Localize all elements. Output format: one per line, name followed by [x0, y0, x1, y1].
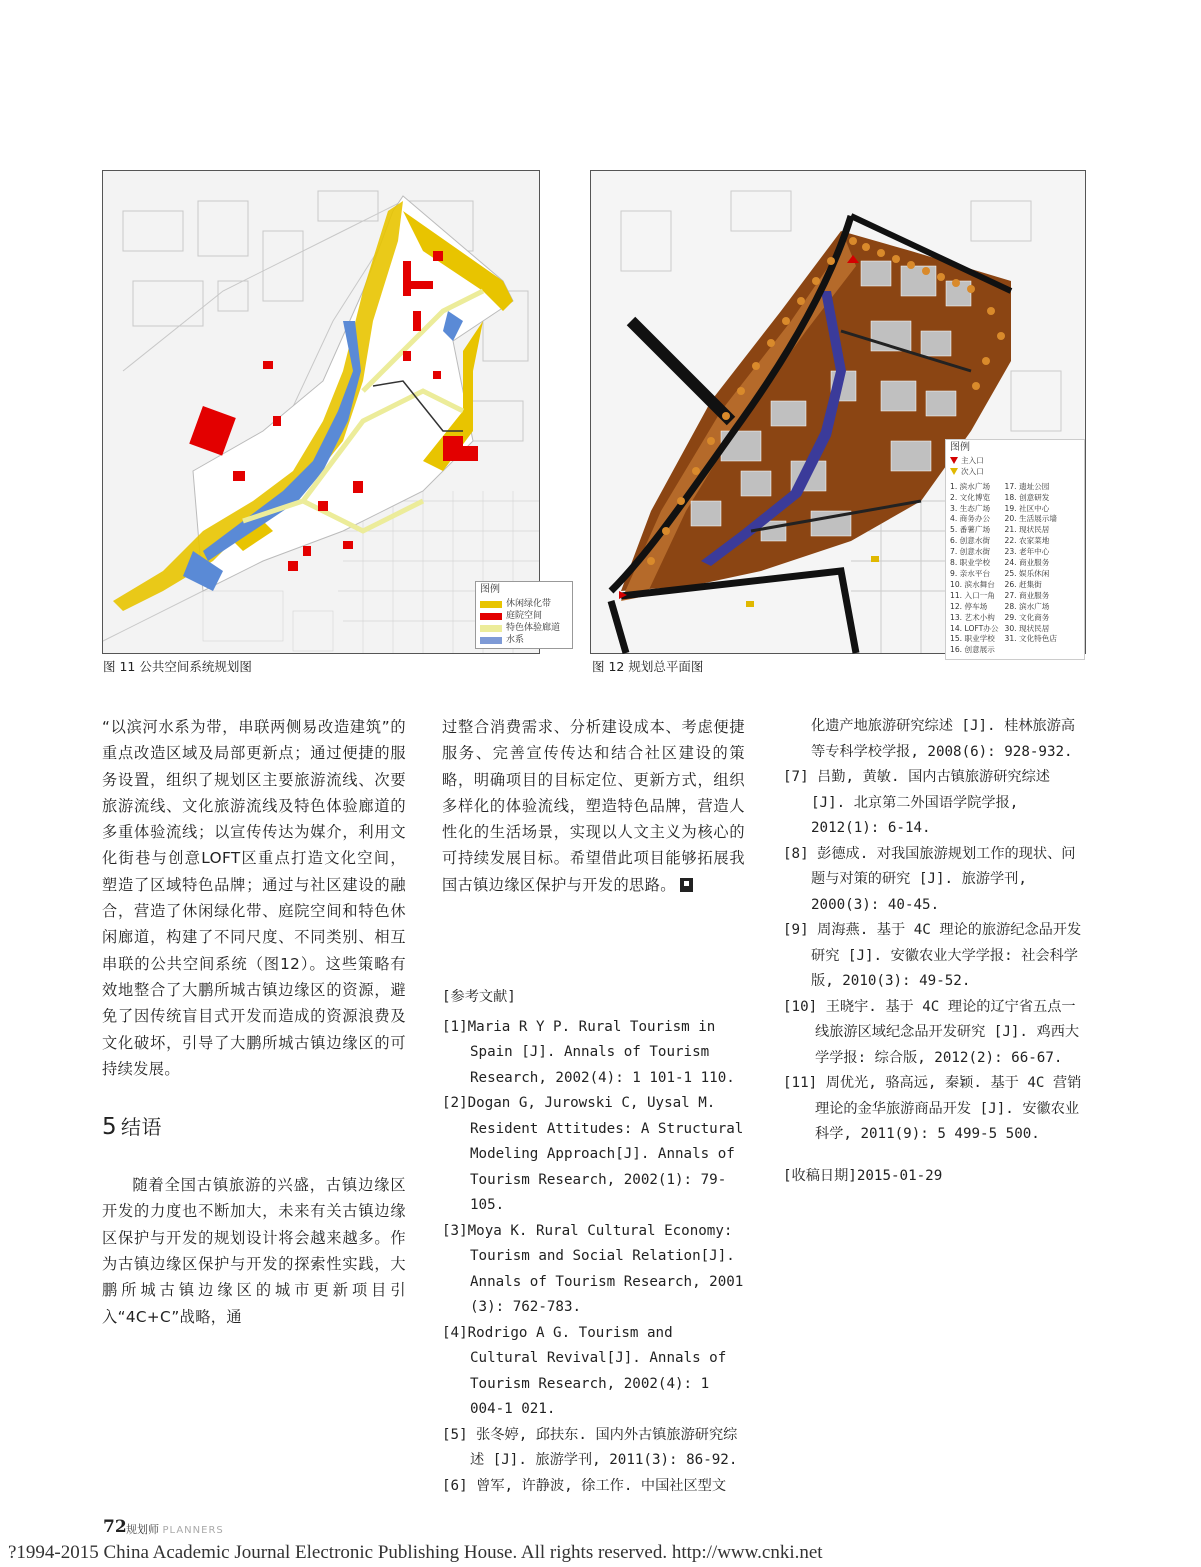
legend-item: 19. 社区中心	[1004, 503, 1050, 513]
legend-row-corridor	[480, 622, 568, 634]
legend-item: 9. 亲水平台	[950, 568, 991, 578]
reference-item: [4]Rodrigo A G. Tourism and Cultural Revival[J]. Annals of Tourism Research, 2002(4): 1 004-1 021.	[442, 1324, 727, 1417]
reference-item: [11] 周优光, 骆高远, 秦颖. 基于 4C 营销理论的金华旅游商品开发 [J]. 安徽农业科学, 2011(9): 5 499-5 500.	[783, 1075, 1082, 1142]
reference-item: [3]Moya K. Rural Cultural Economy: Tourism and Social Relation[J]. Annals of Tourism Research, 2001 (3): 762-783.	[442, 1222, 744, 1315]
reference-item: [2]Dogan G, Jurowski C, Uysal M. Resident Attitudes: A Structural Modeling Approach[J]. Annals of Tourism Research, 2002(1): 79-105.	[442, 1095, 744, 1213]
reference-item: [10] 王晓宇. 基于 4C 理论的辽宁省五点一线旅游区域纪念品开发研究 [J]. 鸡西大学学报: 综合版, 2012(2): 66-67.	[783, 998, 1080, 1066]
figure-12-legend-list	[950, 482, 1080, 657]
legend-item: 17. 遗址公园	[1004, 481, 1050, 491]
legend-secondary-entrance	[950, 467, 1080, 478]
legend-item: 25. 娱乐休闲	[1004, 568, 1050, 578]
legend-item: 11. 入口一角	[950, 590, 995, 600]
page-number: 72	[103, 1517, 127, 1537]
reference-item: [9] 周海燕. 基于 4C 理论的旅游纪念品开发研究 [J]. 安徽农业大学学报: 社会科学版, 2010(3): 49-52.	[783, 922, 1082, 989]
section-number: 5	[102, 1114, 118, 1141]
references-column-3	[783, 714, 1085, 1189]
reference-item: [8] 彭德成. 对我国旅游规划工作的现状、问题与对策的研究 [J]. 旅游学刊, 2000(3): 40-45.	[783, 845, 1076, 913]
journal-name-cn: 规划师	[126, 1523, 159, 1536]
legend-secondary-entrance-label: 次入口	[961, 466, 984, 476]
legend-item: 29. 文化商务	[1004, 612, 1050, 622]
figure-11-caption: 图 11 公共空间系统规划图	[103, 659, 252, 674]
text-column-2	[442, 714, 745, 898]
main-entrance-triangle-icon	[950, 457, 958, 464]
reference-item: 化遗产地旅游研究综述 [J]. 桂林旅游高等专科学校学报, 2008(6): 928-932.	[811, 718, 1076, 760]
legend-item: 16. 创意展示	[950, 645, 995, 655]
legend-row-water	[480, 634, 568, 646]
legend-swatch-courtyard	[480, 613, 502, 620]
figure-12-map	[590, 170, 1086, 654]
journal-name-en: PLANNERS	[162, 1525, 224, 1536]
legend-item: 15. 职业学校	[950, 634, 995, 644]
legend-item: 18. 创意研发	[1004, 492, 1050, 502]
legend-item: 31. 文化特色店	[1004, 634, 1057, 644]
figure-12-legend-left-col	[950, 482, 999, 657]
legend-item: 13. 艺术小构	[950, 612, 995, 622]
legend-swatch-corridor	[480, 625, 502, 632]
references-title: [参考文献]	[442, 989, 516, 1005]
legend-swatch-water	[480, 637, 502, 644]
legend-item: 14. LOFT办公	[950, 623, 999, 633]
section-title: 结语	[121, 1115, 162, 1140]
legend-label-green-belt: 休闲绿化带	[506, 599, 552, 609]
legend-item: 28. 滨水广场	[1004, 601, 1050, 611]
body-paragraph: 随着全国古镇旅游的兴盛，古镇边缘区开发的力度也不断加大，未来有关古镇边缘区保护与开发的规划设计将会越来越多。作为古镇边缘区保护与开发的探索性实践，大鹏所城古镇边缘区的城市更新项目引入“4C+C”战略，通	[102, 1176, 406, 1326]
legend-item: 10. 滨水舞台	[950, 579, 995, 589]
legend-item: 2. 文化博览	[950, 492, 991, 502]
figure-11-map	[102, 170, 561, 654]
body-paragraph: “以滨河水系为带，串联两侧易改造建筑”的重点改造区域及局部更新点；通过便捷的服务设置，组织了规划区主要旅游流线、次要旅游流线、文化旅游流线及特色体验廊道的多重体验流线；以宣传传达为媒介，利用文化街巷与创意LOFT区重点打造文化空间，塑造了区域特色品牌；通过与社区建设的融合，营造了休闲绿化带、庭院空间和特色休闲廊道，构建了不同尺度、不同类别、相互串联的公共空间系统（图12）。这些策略有效地整合了大鹏所城古镇边缘区的资源，避免了因传统盲目式开发而造成的资源浪费及文化破坏，引导了大鹏所城古镇边缘区的可持续发展。	[102, 718, 406, 1078]
legend-item: 5. 番薯广场	[950, 525, 991, 535]
legend-item: 30. 现状民居	[1004, 623, 1050, 633]
legend-swatch-green-belt	[480, 601, 502, 608]
legend-item: 23. 老年中心	[1004, 547, 1050, 557]
reference-item: [6] 曾军, 许静波, 徐工作. 中国社区型文	[442, 1477, 727, 1494]
legend-item: 12. 停车场	[950, 601, 988, 611]
legend-label-courtyard: 庭院空间	[506, 611, 543, 621]
legend-item: 3. 生态广场	[950, 503, 991, 513]
journal-brand	[126, 1521, 224, 1537]
figure-11-legend-title: 图例	[480, 584, 500, 595]
references-column-2	[442, 955, 746, 1499]
end-mark-icon	[680, 878, 693, 892]
legend-item: 27. 商业服务	[1004, 590, 1050, 600]
legend-item: 7. 创意水街	[950, 547, 991, 557]
figure-11-legend	[475, 581, 573, 649]
copyright-line: ?1994-2015 China Academic Journal Electronic Publishing House. All rights reserved. http://www.cnki.net	[8, 1542, 823, 1563]
legend-item: 26. 赶集街	[1004, 579, 1042, 589]
received-date: [收稿日期]2015-01-29	[783, 1167, 943, 1184]
legend-item: 4. 商务办公	[950, 514, 991, 524]
figure-11-map-graphic	[103, 171, 539, 653]
reference-item: [5] 张冬婷, 邱扶东. 国内外古镇旅游研究综述 [J]. 旅游学刊, 2011(3): 86-92.	[442, 1426, 738, 1468]
figure-12-legend	[945, 439, 1085, 660]
legend-item: 22. 农家菜地	[1004, 536, 1050, 546]
legend-main-entrance	[950, 456, 1080, 467]
legend-main-entrance-label: 主入口	[961, 455, 984, 465]
legend-item: 1. 滨水广场	[950, 481, 991, 491]
legend-item: 21. 现状民居	[1004, 525, 1050, 535]
figure-12-legend-right-col	[1005, 482, 1057, 657]
legend-item: 8. 职业学校	[950, 558, 991, 568]
secondary-entrance-triangle-icon	[950, 468, 958, 475]
reference-item: [7] 吕勤, 黄敏. 国内古镇旅游研究综述 [J]. 北京第二外国语学院学报, 2012(1): 6-14.	[783, 769, 1050, 836]
reference-item: [1]Maria R Y P. Rural Tourism in Spain [J]. Annals of Tourism Research, 2002(4): 1 101-1 110.	[442, 1018, 735, 1086]
legend-row-green-belt	[480, 598, 568, 610]
legend-item: 6. 创意水街	[950, 536, 991, 546]
section-heading-conclusion	[102, 1114, 406, 1140]
legend-label-water: 水系	[506, 635, 525, 645]
legend-label-corridor: 特色体验廊道	[506, 623, 561, 633]
legend-item: 24. 商业服务	[1004, 558, 1050, 568]
figure-12-caption: 图 12 规划总平面图	[592, 659, 704, 674]
text-column-1	[102, 714, 406, 1330]
legend-row-courtyard	[480, 610, 568, 622]
figure-12-legend-title: 图例	[950, 442, 970, 453]
body-paragraph	[442, 714, 745, 898]
body-paragraph-text: 过整合消费需求、分析建设成本、考虑便捷服务、完善宣传传达和结合社区建设的策略，明确项目的目标定位、更新方式，组织多样化的体验流线，塑造特色品牌，营造人性化的生活场景，实现以人文主义为核心的可持续发展目标。希望借此项目能够拓展我国古镇边缘区保护与开发的思路。	[442, 718, 745, 894]
legend-item: 20. 生活展示墙	[1004, 514, 1057, 524]
